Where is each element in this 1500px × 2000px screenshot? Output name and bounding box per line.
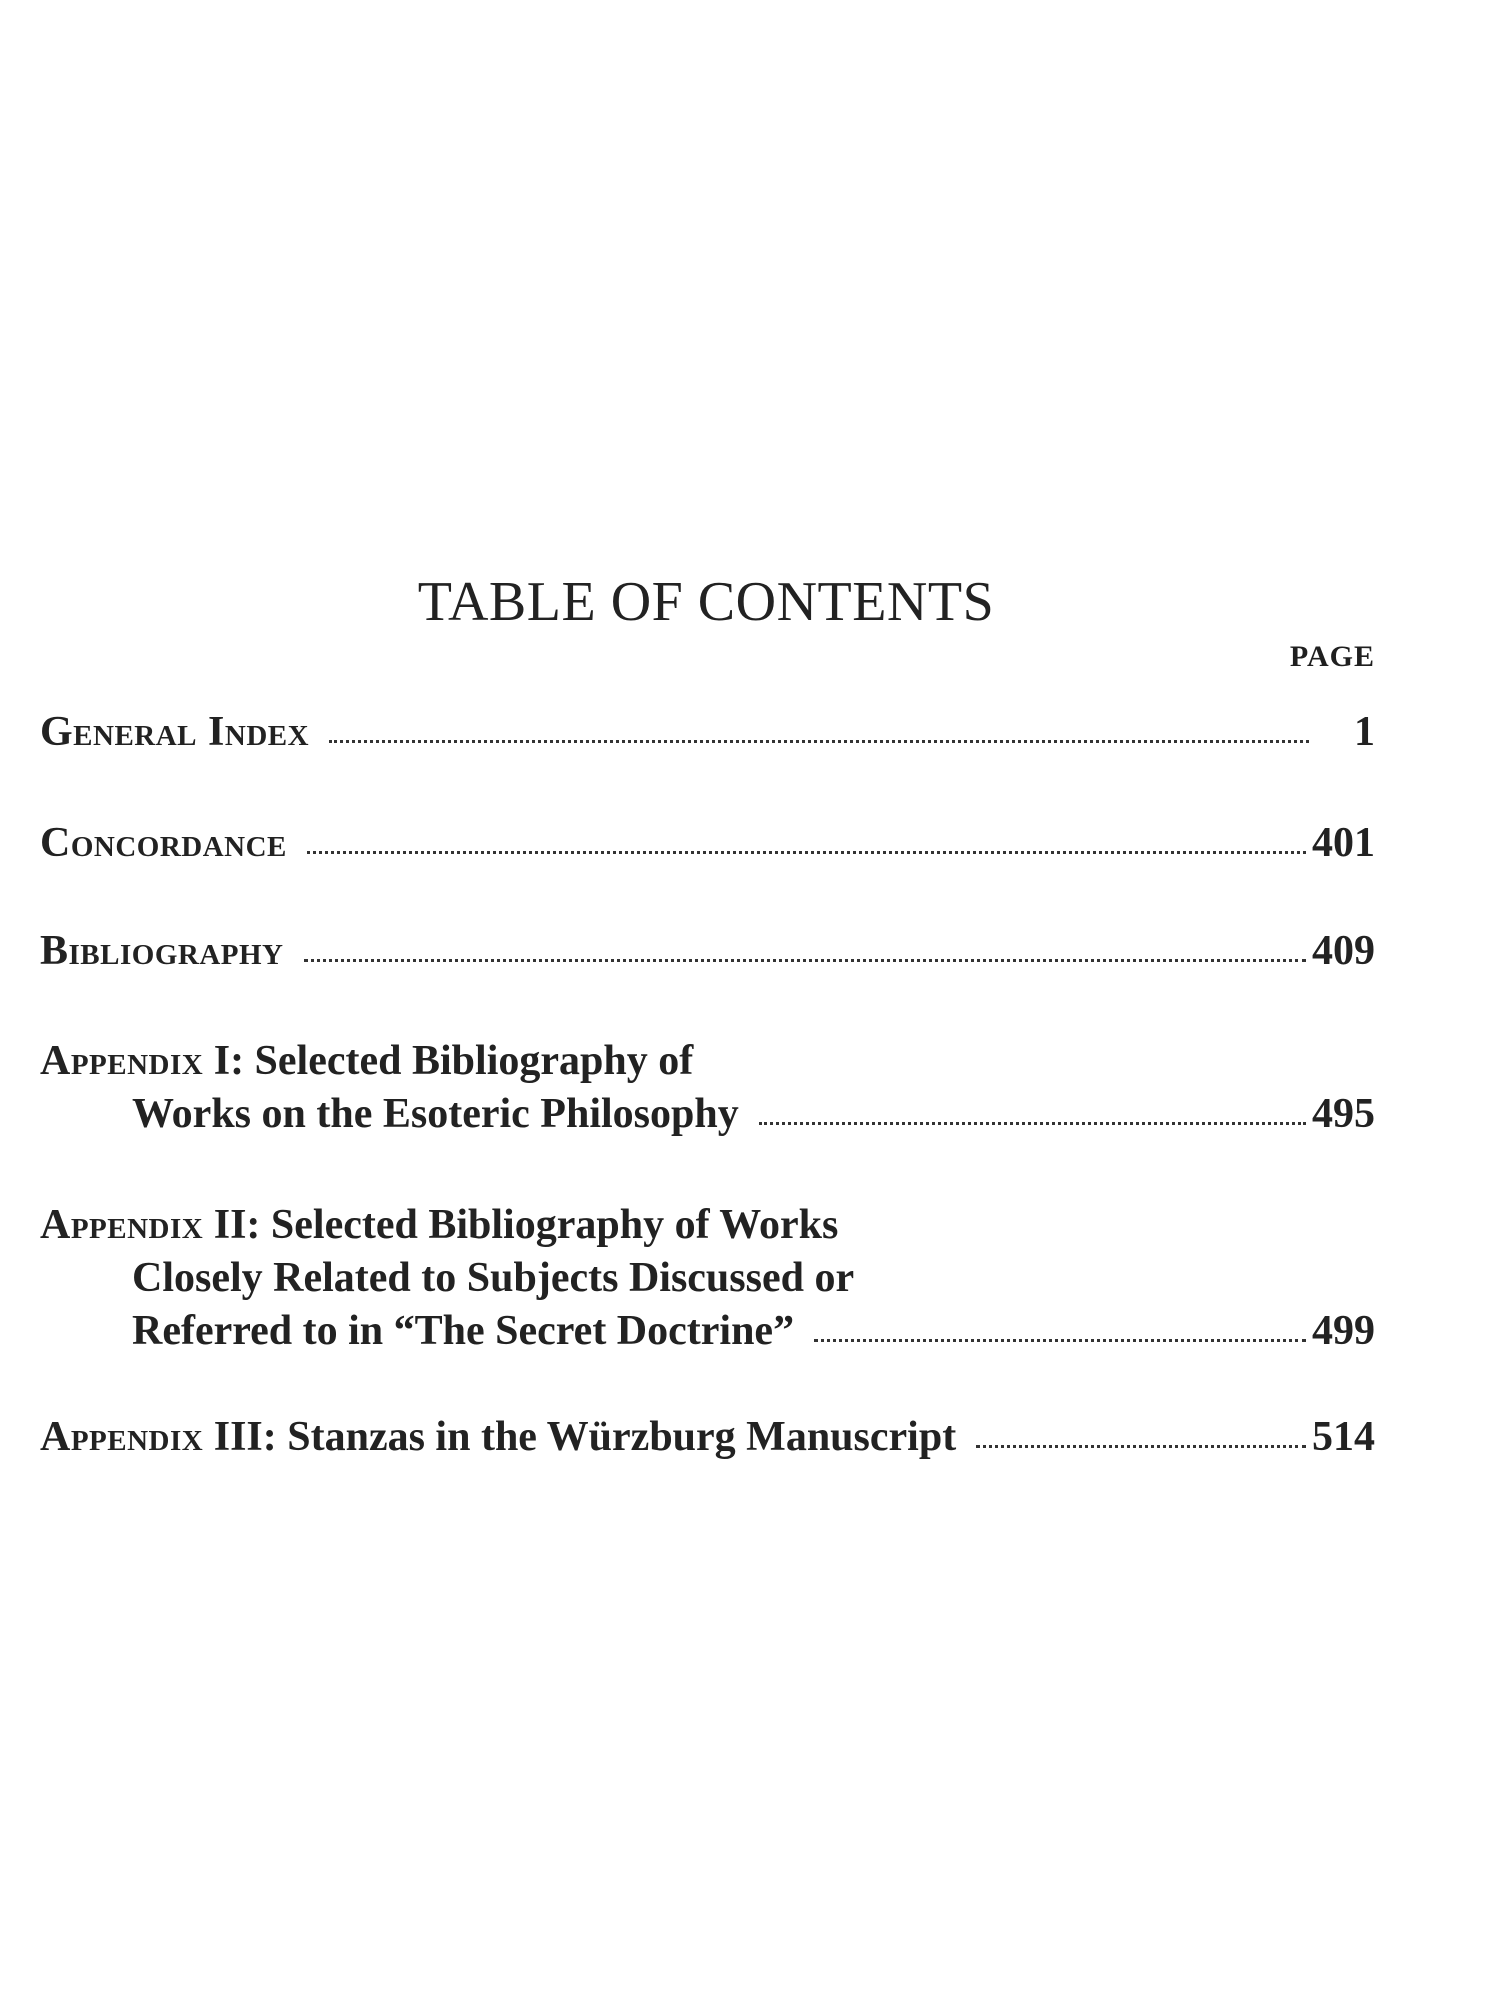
toc-entry-page: 499 xyxy=(1312,1308,1375,1354)
toc-entry-concordance[interactable] xyxy=(40,817,1375,870)
toc-entry-appendix-iii[interactable] xyxy=(40,1411,1375,1464)
page-column-label: PAGE xyxy=(1289,640,1375,673)
toc-entry-continuation: Referred to in “The Secret Doctrine” xyxy=(132,1308,795,1354)
dot-leader xyxy=(759,1112,1306,1125)
toc-entry-appendix-i[interactable] xyxy=(40,1035,1375,1141)
toc-entry-first-line xyxy=(40,1199,1375,1252)
dot-leader xyxy=(307,841,1306,854)
page-title: TABLE OF CONTENTS xyxy=(417,571,995,633)
toc-entry-page: 1 xyxy=(1354,709,1375,755)
toc-entry-bibliography[interactable] xyxy=(40,925,1375,978)
toc-entry-continuation: Closely Related to Subjects Discussed or xyxy=(132,1255,855,1301)
toc-entry-title-part: III: Stanzas in the Würzburg Manuscript xyxy=(203,1414,957,1460)
dot-leader xyxy=(976,1435,1306,1448)
toc-entry-first-line xyxy=(40,1411,956,1464)
toc-entry-title-part: II: Selected Bibliography of Works xyxy=(203,1202,839,1248)
toc-entry-general-index[interactable] xyxy=(40,706,1375,759)
toc-entry-continuation: Works on the Esoteric Philosophy xyxy=(132,1091,739,1137)
table-of-contents xyxy=(40,0,1375,2000)
toc-entry-page: 401 xyxy=(1312,820,1375,866)
dot-leader xyxy=(814,1329,1306,1342)
toc-entry-label: Concordance xyxy=(40,820,287,866)
toc-entry-appendix-ii[interactable] xyxy=(40,1199,1375,1358)
dot-leader xyxy=(329,730,1309,743)
toc-entry-page: 514 xyxy=(1312,1414,1375,1460)
toc-entry-first-line xyxy=(40,1035,1375,1088)
toc-entry-page: 495 xyxy=(1312,1091,1375,1137)
toc-entry-page: 409 xyxy=(1312,928,1375,974)
toc-entry-label: Appendix xyxy=(40,1202,204,1248)
toc-entry-label: General Index xyxy=(40,709,310,755)
toc-entry-label: Appendix xyxy=(40,1414,204,1460)
toc-entry-label: Appendix xyxy=(40,1038,204,1084)
toc-entry-label: Bibliography xyxy=(40,928,284,974)
toc-entry-title-part: I: Selected Bibliography of xyxy=(203,1038,694,1084)
dot-leader xyxy=(304,949,1307,962)
